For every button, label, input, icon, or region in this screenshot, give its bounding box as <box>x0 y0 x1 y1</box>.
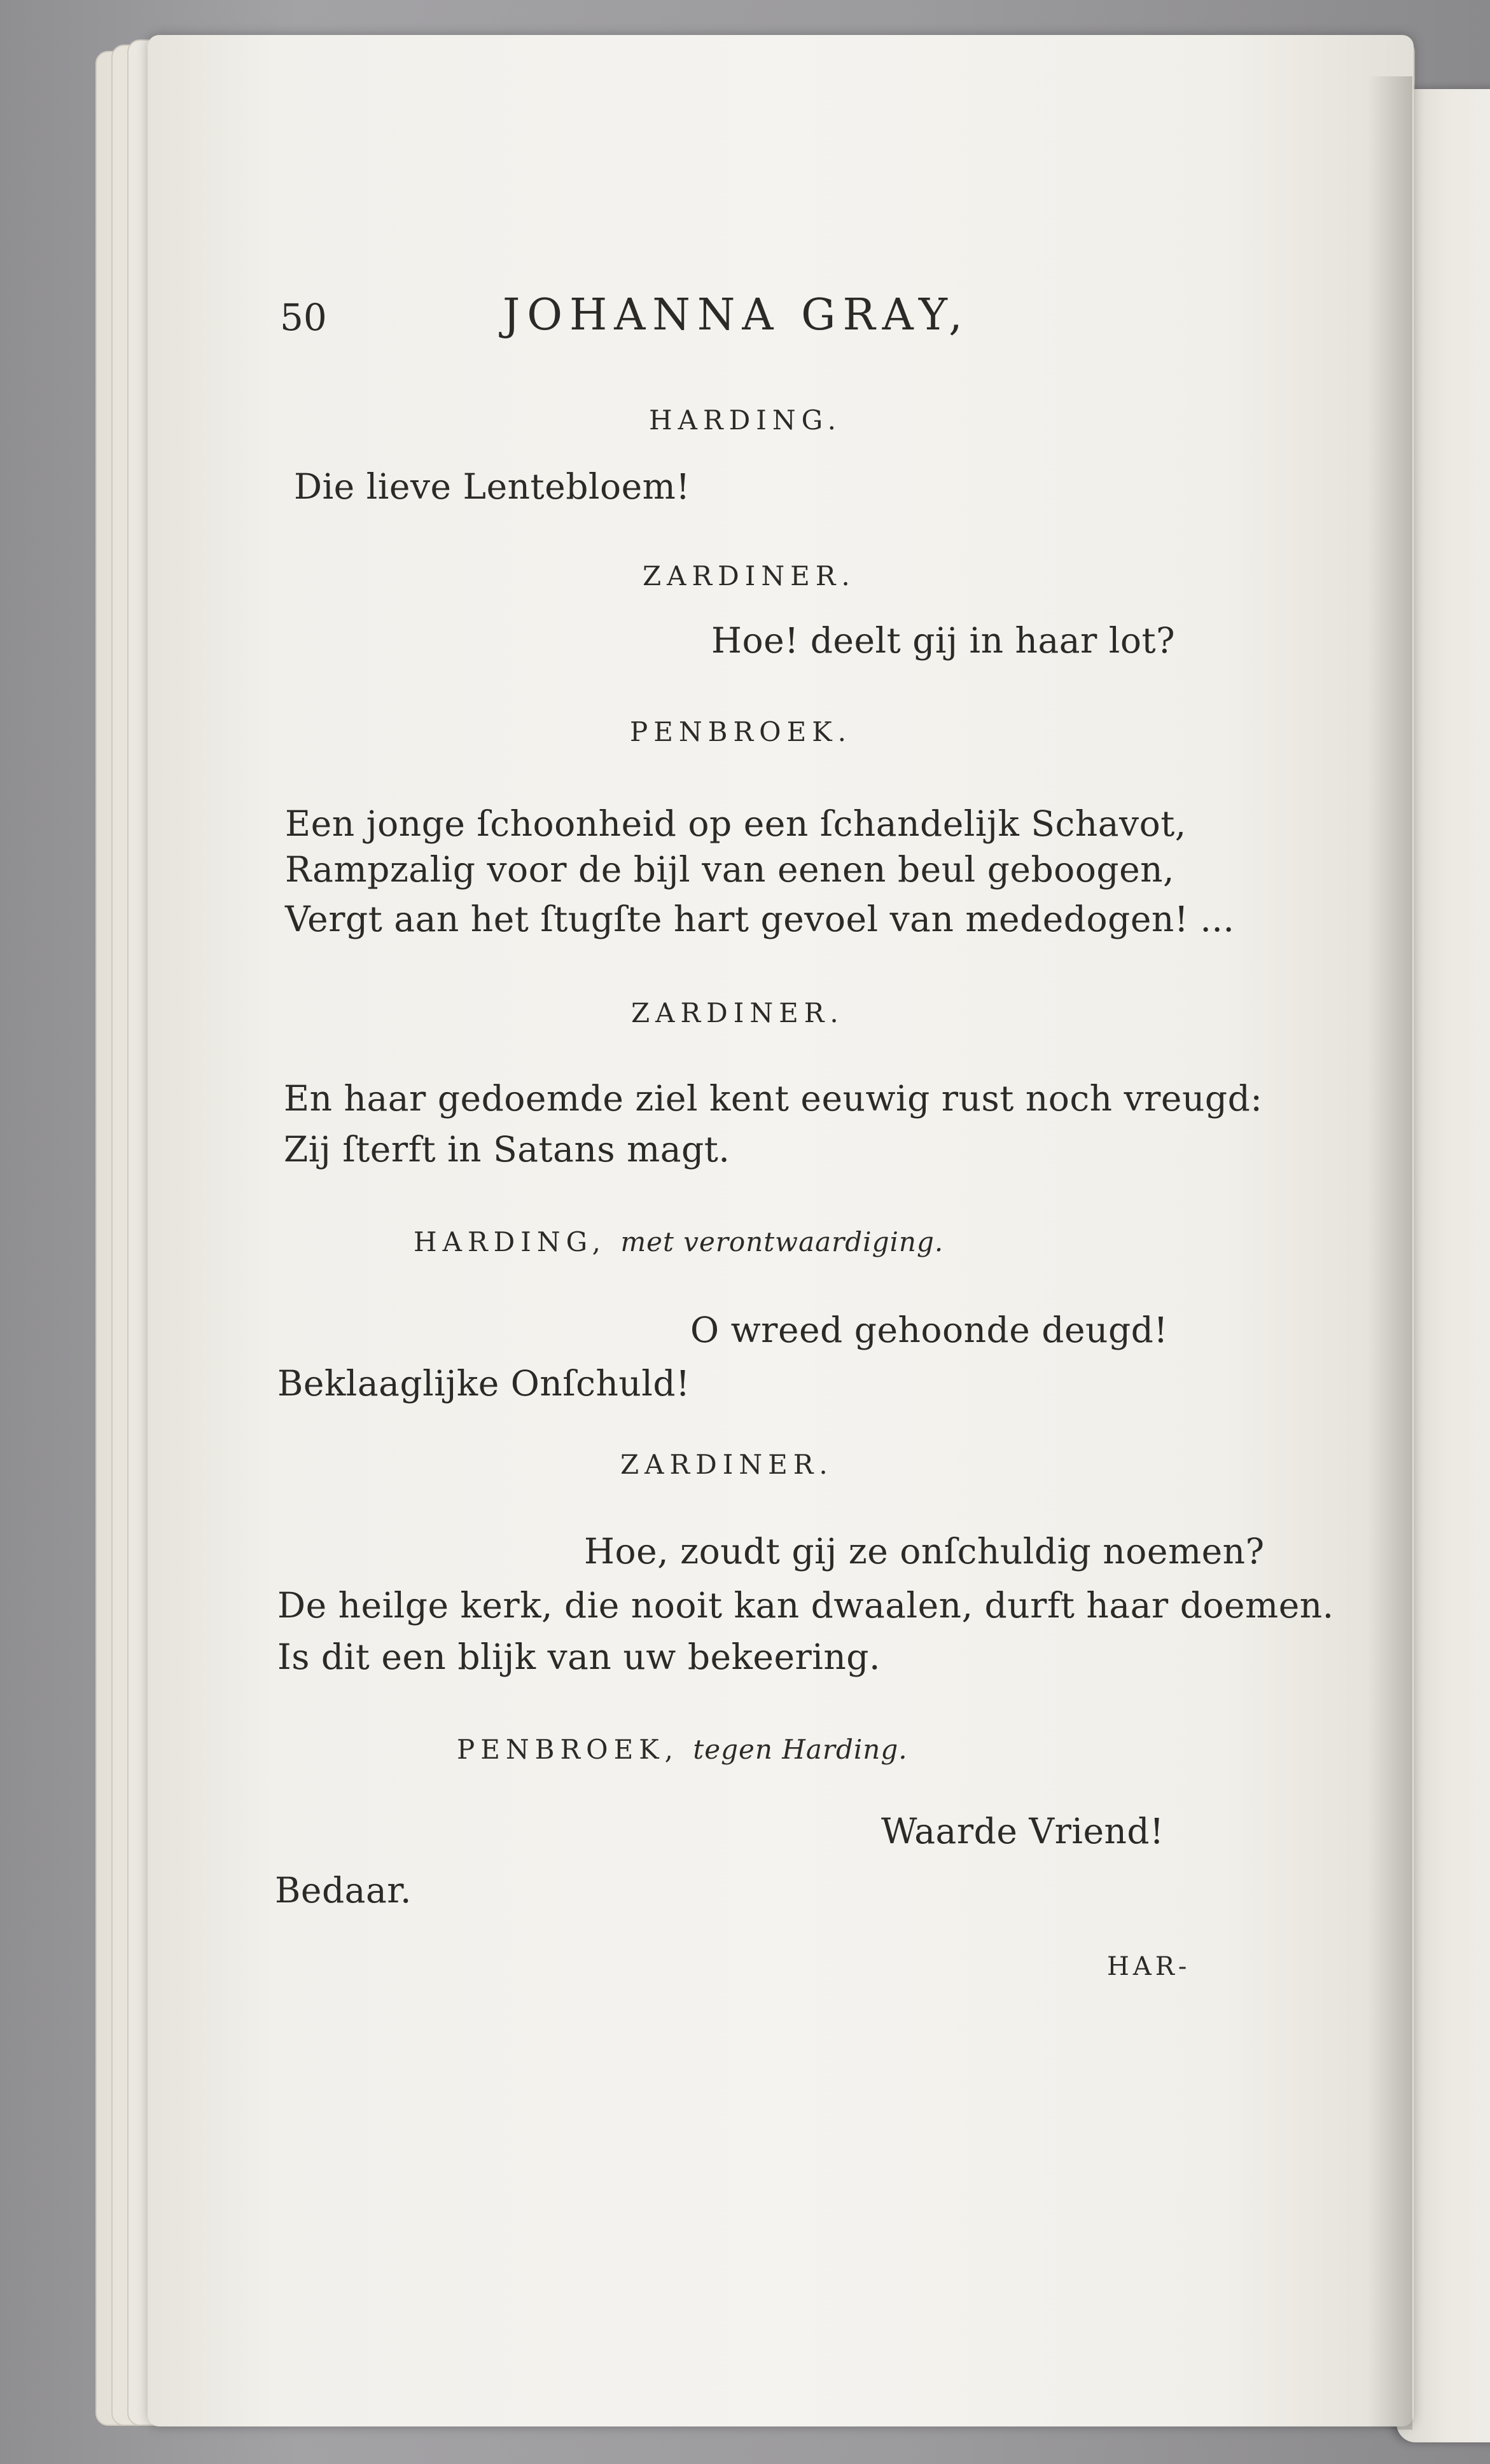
stage-direction: met verontwaardiging. <box>620 1226 944 1257</box>
gutter-shadow <box>1368 76 1412 2430</box>
running-title: JOHANNA GRAY, <box>503 290 970 340</box>
verse-line: Is dit een blijk van uw bekeering. <box>277 1637 881 1677</box>
speaker-heading <box>457 1736 908 1763</box>
catchword: HAR- <box>1107 1952 1191 1981</box>
speaker-heading: PENBROEK. <box>630 716 852 747</box>
speaker-name: HARDING, <box>414 1226 606 1257</box>
verse-line: Hoe! deelt gij in haar lot? <box>711 620 1176 661</box>
speaker-heading: ZARDINER. <box>620 1449 833 1480</box>
stage-direction: tegen Harding. <box>693 1734 908 1765</box>
verse-line: Vergt aan het ſtugſte hart gevoel van mededogen! ... <box>285 899 1235 939</box>
verse-line: Hoe, zoudt gij ze onſchuldig noemen? <box>584 1531 1265 1572</box>
verse-line: O wreed gehoonde deugd! <box>690 1310 1168 1350</box>
speaker-heading: ZARDINER. <box>643 560 856 592</box>
verse-line: Bedaar. <box>275 1870 412 1911</box>
verse-line: En haar gedoemde ziel kent eeuwig rust noch vreugd: <box>284 1078 1263 1119</box>
speaker-name: PENBROEK, <box>457 1734 679 1765</box>
verse-line: Zij ſterft in Satans magt. <box>284 1129 730 1170</box>
verse-line: Een jonge ſchoonheid op een ſchandelijk Schavot, <box>285 803 1187 844</box>
verse-line: Rampzalig voor de bijl van eenen beul geboogen, <box>285 849 1175 890</box>
verse-line: Die lieve Lentebloem! <box>294 466 690 507</box>
speaker-heading <box>414 1226 944 1257</box>
page-number: 50 <box>280 296 327 339</box>
verse-line: Beklaaglijke Onſchuld! <box>277 1363 690 1404</box>
verse-line: De heilge kerk, die nooit kan dwaalen, durft haar doemen. <box>277 1585 1334 1626</box>
speaker-heading: ZARDINER. <box>631 997 844 1028</box>
speaker-heading: HARDING. <box>649 405 842 436</box>
verse-line: Waarde Vriend! <box>881 1811 1164 1851</box>
